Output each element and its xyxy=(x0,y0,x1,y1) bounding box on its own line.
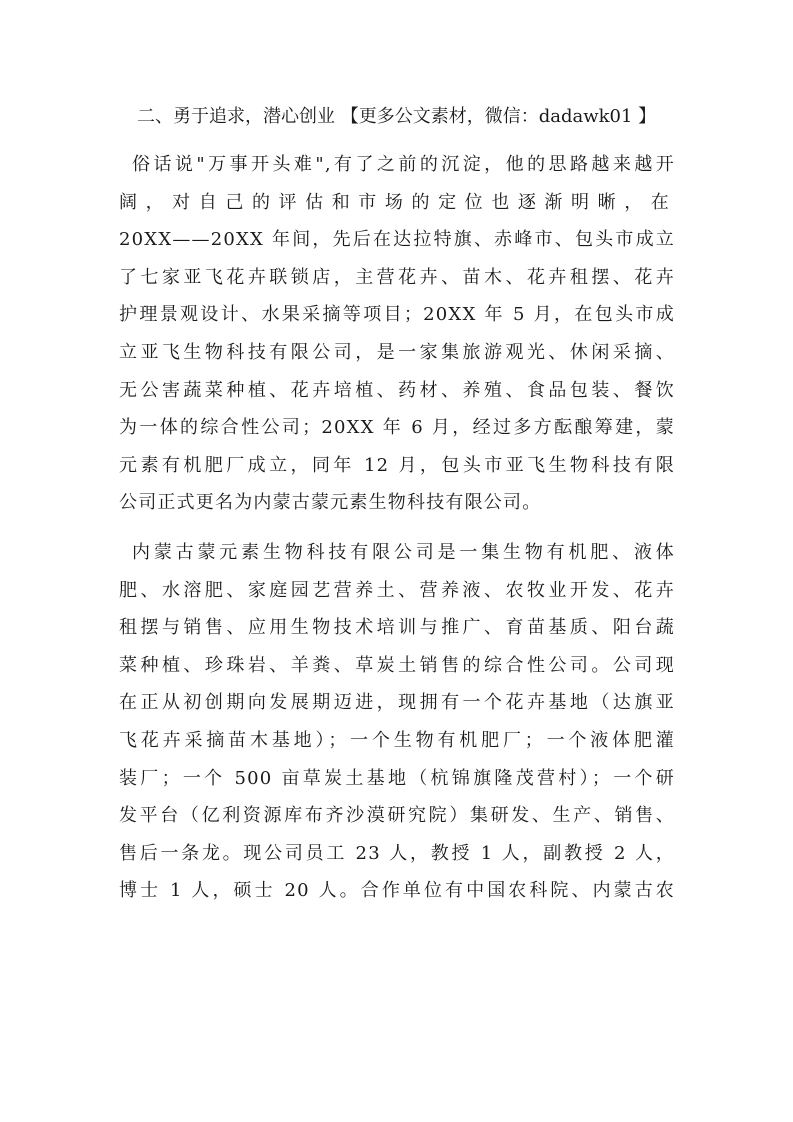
paragraph-line: 在正从初创期向发展期迈进，现拥有一个花卉基地（达旗亚 xyxy=(119,692,675,714)
paragraph-2 xyxy=(119,534,675,910)
paragraph-line: 售后一条龙。现公司员工 23 人，教授 1 人，副教授 2 人， xyxy=(119,842,675,864)
paragraph-line: 发平台（亿利资源库布齐沙漠研究院）集研发、生产、销售、 xyxy=(119,805,675,827)
paragraph-line: 装厂；一个 500 亩草炭土基地（杭锦旗隆茂营村）；一个研 xyxy=(119,767,675,789)
paragraph-line: 飞花卉采摘苗木基地）；一个生物有机肥厂；一个液体肥灌 xyxy=(119,729,675,751)
paragraph-line: 公司正式更名为内蒙古蒙元素生物科技有限公司。 xyxy=(119,492,542,514)
paragraph-line: 肥、水溶肥、家庭园艺营养土、营养液、农牧业开发、花卉 xyxy=(119,579,675,601)
paragraph-line: 博士 1 人，硕士 20 人。合作单位有中国农科院、内蒙古农 xyxy=(119,880,675,902)
paragraph-line: 20XX——20XX 年间，先后在达拉特旗、赤峰市、包头市成立 xyxy=(119,229,675,251)
paragraph-line: 菜种植、珍珠岩、羊粪、草炭土销售的综合性公司。公司现 xyxy=(119,654,675,676)
paragraph-line: 元素有机肥厂成立，同年 12 月，包头市亚飞生物科技有限 xyxy=(119,454,675,476)
paragraph-line: 内蒙古蒙元素生物科技有限公司是一集生物有机肥、液体 xyxy=(132,541,675,563)
paragraph-line: 俗话说"万事开头难",有了之前的沉淀，他的思路越来越开 xyxy=(132,154,675,175)
paragraph-line: 为一体的综合性公司；20XX 年 6 月，经过多方酝酿筹建，蒙 xyxy=(119,417,675,439)
paragraph-1 xyxy=(119,146,675,522)
paragraph-line: 护理景观设计、水果采摘等项目；20XX 年 5 月，在包头市成 xyxy=(119,304,675,326)
section-heading: 二、勇于追求，潜心创业 【更多公文素材，微信：dadawk01 】 xyxy=(137,106,657,127)
paragraph-line: 无公害蔬菜种植、花卉培植、药材、养殖、食品包装、餐饮 xyxy=(119,379,675,401)
paragraph-line: 了七家亚飞花卉联锁店，主营花卉、苗木、花卉租摆、花卉 xyxy=(119,266,675,288)
paragraph-line: 立亚飞生物科技有限公司，是一家集旅游观光、休闲采摘、 xyxy=(119,341,675,363)
document-body xyxy=(119,98,675,922)
paragraph-line: 阔，对自己的评估和市场的定位也逐渐明晰，在 xyxy=(119,191,675,213)
paragraph-line: 租摆与销售、应用生物技术培训与推广、育苗基质、阳台蔬 xyxy=(119,617,675,639)
